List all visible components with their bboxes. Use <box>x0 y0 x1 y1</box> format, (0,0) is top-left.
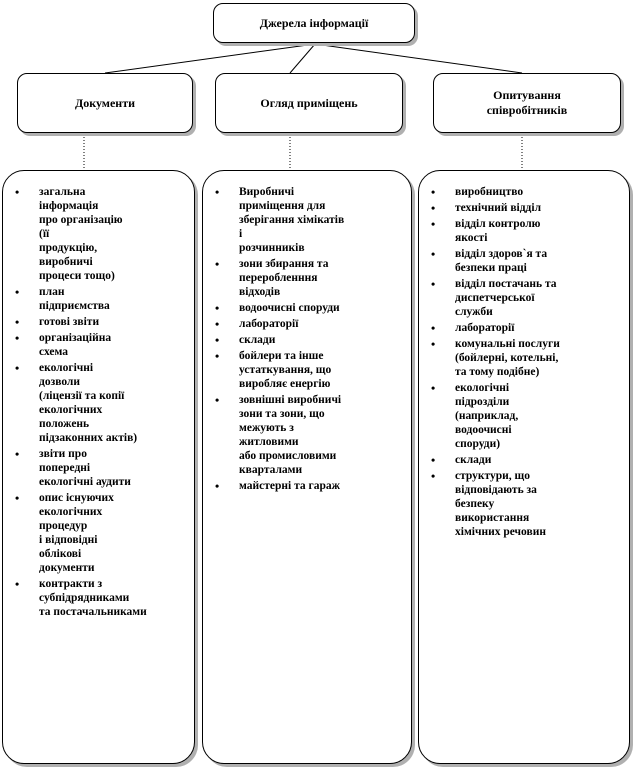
list-item <box>429 337 621 379</box>
list-item-line: приміщення для <box>239 200 326 212</box>
list-item-line: (наприклад, <box>455 410 519 422</box>
list-item-line: водоочисні <box>455 424 512 436</box>
list-item <box>213 301 403 315</box>
list-item-line: диспетчерської <box>455 292 535 304</box>
list-item-line: (бойлерні, котельні, <box>455 352 559 364</box>
interviews-list <box>418 170 630 764</box>
list-item <box>13 185 186 283</box>
list-item <box>13 285 186 313</box>
documents-title: Документи <box>74 95 136 110</box>
list-item-line: документи <box>39 562 95 574</box>
list-item-line: та тому подібне) <box>455 366 540 378</box>
interviews-header <box>433 73 621 133</box>
list-item-line: • склади <box>455 454 492 466</box>
list-item-line: • відділ постачань та <box>455 278 557 290</box>
list-item-line: виробничі <box>39 256 93 268</box>
list-item <box>429 277 621 319</box>
list-item-line: екологічних <box>39 506 103 518</box>
list-item-line: схема <box>39 346 69 358</box>
root-title: Джерела інформації <box>259 15 369 30</box>
list-item-line: • екологічні <box>39 362 94 374</box>
interviews-title-line: Опитування <box>493 88 561 102</box>
list-item-line: • відділ контролю <box>455 218 541 230</box>
list-item-line: • технічний відділ <box>455 202 542 214</box>
list-item-line: служби <box>455 306 493 318</box>
list-item-line: • план <box>39 286 65 298</box>
list-item-line: використання <box>455 512 530 524</box>
list-item <box>429 469 621 539</box>
list-item-line: • екологічні <box>455 382 510 394</box>
list-item-line: і відповідні <box>39 534 98 546</box>
list-item-line: зберігання хімікатів <box>239 214 345 226</box>
list-item-line: • зовнішні виробничі <box>239 394 342 406</box>
list-item-line: інформація <box>39 200 99 212</box>
list-item-line: • звіти про <box>39 448 87 460</box>
list-item-line: підприємства <box>39 300 110 312</box>
list-item <box>213 349 403 391</box>
interviews-title-line: співробітників <box>486 103 568 117</box>
list-item-line: споруди) <box>455 438 501 450</box>
list-item-line: (її <box>39 228 50 240</box>
list-item-line: • організаційна <box>39 332 112 344</box>
list-item-line: • бойлери та інше <box>239 350 324 362</box>
list-item <box>13 361 186 445</box>
list-item-line: відходів <box>239 286 281 298</box>
list-item-line: розчинників <box>239 242 305 254</box>
list-item-line: • лабораторії <box>455 322 515 334</box>
list-item-line: відповідають за <box>455 484 537 496</box>
list-item-line: устаткування, що <box>239 364 332 376</box>
list-item <box>13 577 186 619</box>
list-item-line: зони та зони, що <box>239 408 325 420</box>
list-item-line: процеси тощо) <box>39 270 115 282</box>
list-item-line: дозволи <box>39 376 80 388</box>
list-item <box>429 185 621 199</box>
list-item-line: • майстерні та гараж <box>239 480 340 492</box>
list-item <box>429 321 621 335</box>
list-item <box>13 315 186 329</box>
list-item-line: • опис існуючих <box>39 492 114 504</box>
list-item <box>213 257 403 299</box>
list-item-line: безпеки праці <box>455 262 527 274</box>
list-item <box>429 217 621 245</box>
list-item <box>213 393 403 477</box>
list-item-line: житловими <box>239 436 299 448</box>
inspection-list <box>202 170 412 764</box>
list-item <box>13 447 186 489</box>
connector-root-documents <box>105 44 315 73</box>
inspection-header <box>215 73 403 133</box>
list-item-line: • виробництво <box>455 186 524 198</box>
list-item-line: переробленння <box>239 272 318 284</box>
list-item <box>213 479 403 493</box>
list-item-line: виробляє енергію <box>239 378 331 390</box>
list-item-line: підзаконних актів) <box>39 432 138 444</box>
interviews-items <box>429 185 621 539</box>
list-item <box>429 247 621 275</box>
list-item <box>429 453 621 467</box>
list-item-line: облікові <box>39 548 82 560</box>
documents-header <box>17 73 193 133</box>
list-item-line: • водоочисні споруди <box>239 302 340 314</box>
list-item <box>213 185 403 255</box>
list-item-line: безпеку <box>455 498 495 510</box>
list-item-line: положень <box>39 418 90 430</box>
list-item-line: кварталами <box>239 464 303 476</box>
list-item-line: • лабораторії <box>239 318 299 330</box>
list-item-line: якості <box>455 232 488 244</box>
list-item <box>213 333 403 347</box>
connector-root-inspection <box>290 44 315 73</box>
list-item-line: • контракти з <box>39 578 103 590</box>
list-item <box>13 491 186 575</box>
list-item-line: • структури, що <box>455 470 530 482</box>
list-item <box>429 201 621 215</box>
inspection-items <box>213 185 403 493</box>
list-item <box>13 331 186 359</box>
list-item <box>429 381 621 451</box>
list-item <box>213 317 403 331</box>
list-item-line: продукцію, <box>39 242 98 254</box>
list-item-line: • загальна <box>39 186 86 198</box>
documents-list <box>2 170 195 764</box>
list-item-line: про організацію <box>39 214 123 226</box>
list-item-line: екологічні аудити <box>39 476 131 488</box>
list-item-line: процедур <box>39 520 88 532</box>
list-item-line: або промисловими <box>239 450 337 462</box>
list-item-line: та постачальниками <box>39 606 147 618</box>
list-item-line: межують з <box>239 422 294 434</box>
connector-root-interviews <box>315 44 522 73</box>
list-item-line: • відділ здоров`я та <box>455 248 548 260</box>
list-item-line: • Виробничі <box>239 186 295 198</box>
list-item-line: • зони збирання та <box>239 258 329 270</box>
list-item-line: • готові звіти <box>39 316 100 328</box>
list-item-line: підрозділи <box>455 396 510 408</box>
list-item-line: і <box>239 228 243 240</box>
documents-items <box>13 185 186 619</box>
list-item-line: (ліцензії та копії <box>39 390 125 402</box>
list-item-line: попередні <box>39 462 91 474</box>
list-item-line: • комунальні послуги <box>455 338 560 350</box>
interviews-title <box>487 88 568 118</box>
list-item-line: екологічних <box>39 404 103 416</box>
list-item-line: хімічних речовин <box>455 526 546 538</box>
root-node <box>213 3 415 43</box>
list-item-line: • склади <box>239 334 276 346</box>
inspection-title: Огляд приміщень <box>260 95 358 110</box>
list-item-line: субпідрядниками <box>39 592 130 604</box>
